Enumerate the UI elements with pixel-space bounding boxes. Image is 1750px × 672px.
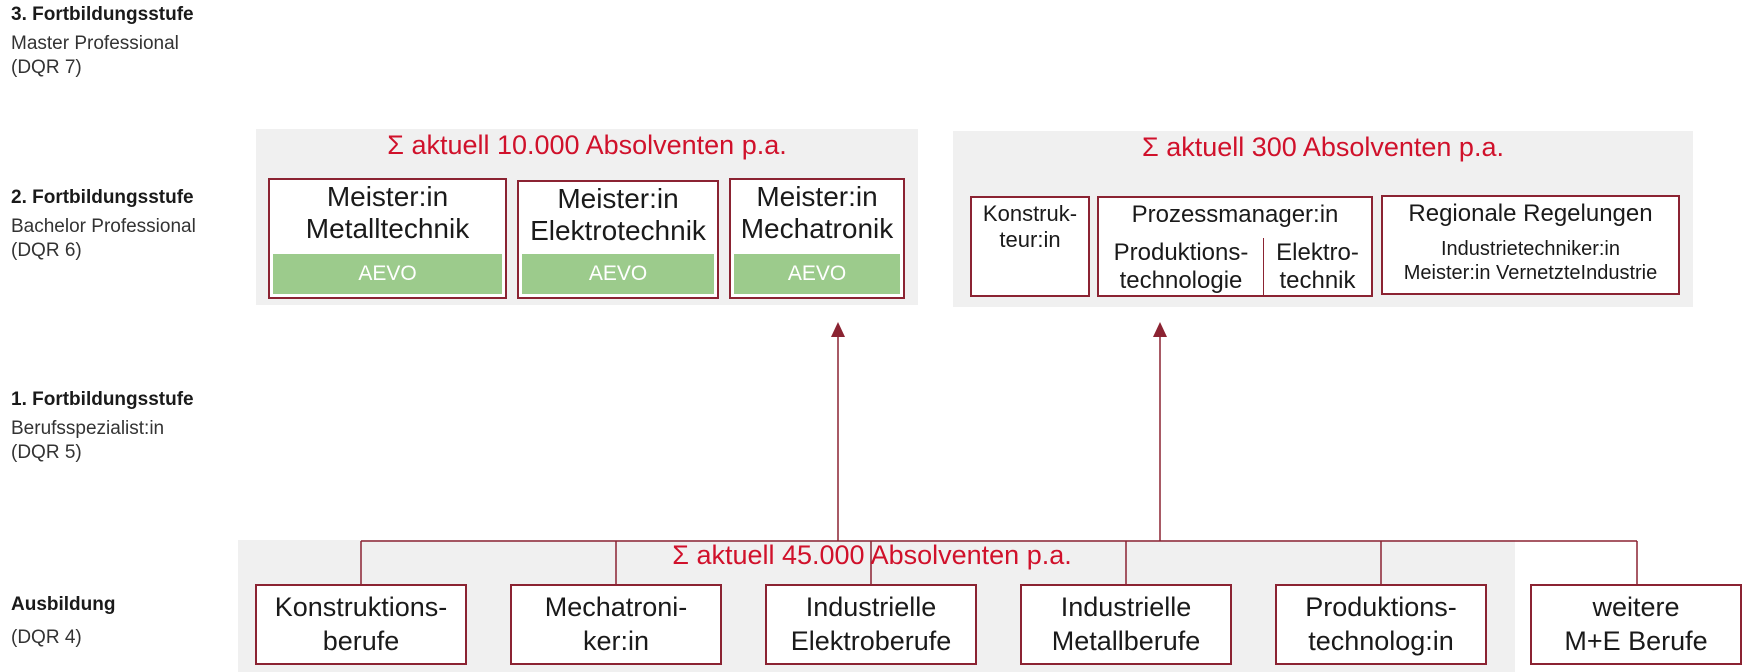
meister-metall-line2: Metalltechnik	[305, 213, 470, 244]
box-konstrukteur	[970, 196, 1090, 297]
ausb-konstruktion-line2: berufe	[322, 626, 400, 656]
konstrukteur-line1: Konstruk-	[982, 201, 1078, 226]
box-regionale-regelungen	[1381, 195, 1680, 295]
meister-mecha-line1: Meister:in	[756, 181, 878, 212]
arrow-left-head	[831, 322, 845, 337]
ausb-mechatroniker-line1: Mechatroni-	[544, 592, 688, 622]
box-konstruktionsberufe	[255, 584, 467, 665]
box-weitere-me-berufe	[1530, 584, 1742, 665]
regional-line2: Meister:in VernetzteIndustrie	[1403, 262, 1658, 284]
right-group-sum: Σ aktuell 300 Absolventen p.a.	[1142, 132, 1504, 162]
regional-line1: Industrietechniker:in	[1441, 238, 1620, 260]
aevo-badge-metall: AEVO	[273, 254, 502, 294]
ausb-produktion-line2: technolog:in	[1308, 626, 1454, 656]
meister-elektro-line2: Elektrotechnik	[530, 215, 706, 246]
ausb-elektro-line1: Industrielle	[805, 592, 937, 622]
level-1-sub: Berufsspezialist:in	[11, 418, 165, 439]
meister-metall-line1: Meister:in	[326, 181, 449, 212]
box-industrielle-elektroberufe	[765, 584, 977, 665]
box-meister-metalltechnik	[268, 178, 507, 299]
prozess-left-line2: technologie	[1119, 267, 1243, 294]
ausb-produktion-line1: Produktions-	[1305, 592, 1457, 622]
box-meister-mechatronik	[729, 178, 905, 299]
prozess-right-line1: Elektro-	[1276, 239, 1359, 266]
level-2-dqr: (DQR 6)	[11, 240, 82, 261]
box-produktionstechnologe	[1275, 584, 1487, 665]
box-prozessmanager	[1097, 196, 1373, 297]
prozess-right-line2: technik	[1279, 267, 1356, 294]
aevo-badge-elektro: AEVO	[522, 254, 714, 294]
ausb-mechatroniker-line2: ker:in	[582, 626, 650, 656]
aevo-badge-mecha: AEVO	[734, 254, 900, 294]
box-mechatroniker	[510, 584, 722, 665]
level-3-dqr: (DQR 7)	[11, 57, 82, 78]
prozess-title: Prozessmanager:in	[1131, 201, 1339, 228]
meister-elektro-line1: Meister:in	[557, 183, 679, 214]
ausb-metall-line2: Metallberufe	[1051, 626, 1201, 656]
ausb-elektro-line2: Elektroberufe	[790, 626, 952, 656]
level-2-sub: Bachelor Professional	[11, 216, 196, 237]
prozess-left-line1: Produktions-	[1113, 239, 1249, 266]
level-1-dqr: (DQR 5)	[11, 442, 82, 463]
level-0-title: Ausbildung	[11, 594, 116, 615]
box-industrielle-metallberufe	[1020, 584, 1232, 665]
regional-title: Regionale Regelungen	[1408, 200, 1653, 227]
ausb-weitere-line2: M+E Berufe	[1564, 626, 1708, 656]
level-1-title: 1. Fortbildungsstufe	[11, 389, 194, 410]
level-0-dqr: (DQR 4)	[11, 627, 82, 648]
meister-mecha-line2: Mechatronik	[740, 213, 894, 244]
level-3-sub: Master Professional	[11, 33, 179, 54]
ausb-konstruktion-line1: Konstruktions-	[274, 592, 448, 622]
ausb-metall-line1: Industrielle	[1060, 592, 1192, 622]
level-3-title: 3. Fortbildungsstufe	[11, 4, 194, 25]
ausb-weitere-line1: weitere	[1592, 592, 1680, 622]
level-2-title: 2. Fortbildungsstufe	[11, 187, 194, 208]
ausbildung-sum: Σ aktuell 45.000 Absolventen p.a.	[672, 540, 1072, 570]
arrow-right-head	[1153, 322, 1167, 337]
konstrukteur-line2: teur:in	[999, 227, 1061, 252]
left-group-sum: Σ aktuell 10.000 Absolventen p.a.	[387, 130, 787, 160]
box-meister-elektrotechnik	[517, 180, 719, 299]
